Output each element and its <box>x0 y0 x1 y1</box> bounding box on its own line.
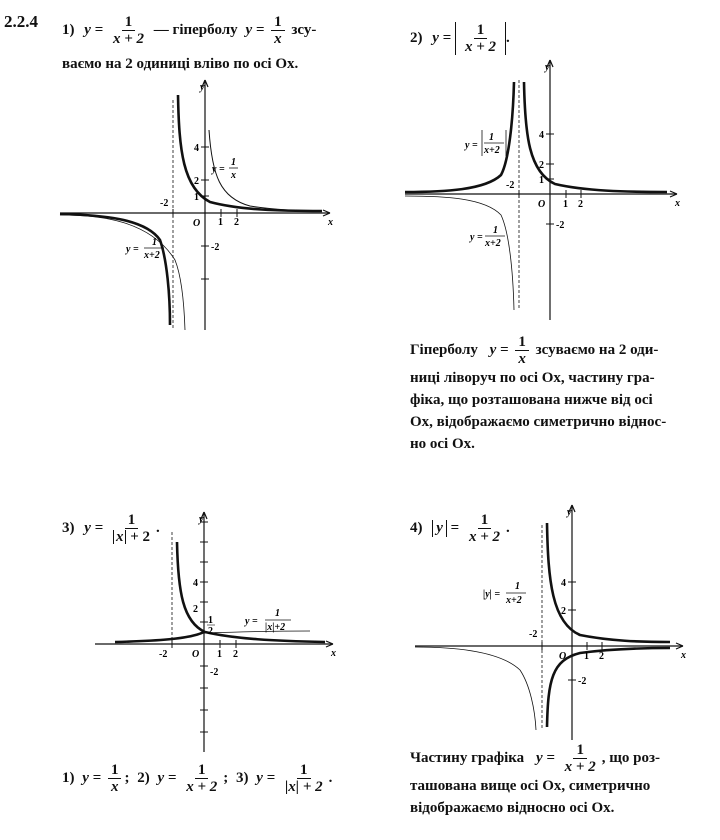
answer-b-lhs: y = <box>157 769 177 786</box>
svg-text:1: 1 <box>208 615 213 626</box>
svg-text:1: 1 <box>489 132 494 143</box>
part4-x-label: x <box>681 650 686 661</box>
part3-curve-x-negative <box>115 632 204 642</box>
answer-b-number: 2) <box>137 769 150 786</box>
part3-tick-x1: 1 <box>217 649 222 660</box>
part4-tick-x1: 1 <box>584 651 589 662</box>
part2-exp-eq-lhs: y = <box>489 341 509 358</box>
svg-text:y =: y = <box>470 232 483 243</box>
part2-graph <box>405 60 690 320</box>
part2-eq-num: 1 <box>474 22 488 39</box>
part4-left-curve <box>415 647 536 730</box>
part1-tick-x1: 1 <box>218 217 223 228</box>
svg-text:|y| =: |y| = <box>483 589 501 600</box>
svg-text:y =: y = <box>245 616 258 627</box>
part4-explanation <box>410 742 710 819</box>
part1-eq-lhs: y = <box>84 21 104 38</box>
part2-exp-rest: зсуваємо на 2 оди- <box>535 341 659 358</box>
part3-curve-x-positive <box>177 542 325 642</box>
part1-y-label: y <box>200 82 205 93</box>
part4-exp-line3: відображаємо відносно осі Ox. <box>410 800 615 816</box>
part1-tick-y4: 4 <box>194 143 199 154</box>
part1-eq-den: x + 2 <box>112 31 145 47</box>
svg-text:x+2: x+2 <box>144 250 160 261</box>
part4-tick-x2: 2 <box>599 651 604 662</box>
part4-eq-abs-y: y <box>432 520 447 537</box>
answer-c-number: 3) <box>236 769 249 786</box>
part2-negative-curve <box>405 196 514 310</box>
part3-tick-yn2: -2 <box>210 667 219 678</box>
part2-tick-x2: 2 <box>578 199 583 210</box>
part1-line2: ваємо на 2 одиниці вліво по осі Ox. <box>62 56 299 72</box>
part2-tick-y2: 2 <box>539 160 544 171</box>
answer-c-lhs: y = <box>256 769 276 786</box>
part2-exp-word: Гіперболу <box>410 341 478 358</box>
part2-exp-line5: но осі Ox. <box>410 436 475 452</box>
part1-origin-label: O <box>193 218 201 229</box>
part1-graph <box>60 80 345 330</box>
part3-label-leader <box>204 631 310 633</box>
part4-exp-eq-lhs: y = <box>535 749 555 766</box>
part4-exp-eq-fraction: $\frac{1}{x + 2}$ <box>564 742 596 775</box>
part3-y-label: y <box>199 514 204 525</box>
svg-text:|x|+2: |x|+2 <box>265 622 286 633</box>
part2-exp-line2: ниці ліворуч по осі Ox, частину гра- <box>410 370 655 386</box>
part4-number: 4) <box>410 519 423 536</box>
part2-abs-curve-left <box>405 82 514 192</box>
svg-text:x+2: x+2 <box>485 238 501 249</box>
part2-eq-lhs: y = <box>432 29 452 46</box>
part2-header: 2) y = $\frac{1}{x + 2}$ . <box>410 22 510 55</box>
part2-label-negative <box>469 225 505 249</box>
svg-text:x+2: x+2 <box>506 595 522 606</box>
problem-number: 2.2.4 <box>4 12 38 31</box>
part1-eq2-num: 1 <box>271 14 285 31</box>
part1-tick-y1: 1 <box>194 192 199 203</box>
svg-text:1: 1 <box>275 608 280 619</box>
part1-tick-x2: 2 <box>234 217 239 228</box>
part1-desc-end: зсу- <box>291 21 317 38</box>
part3-x-label: x <box>331 648 336 659</box>
part2-exp-line4: Ox, відображаємо симетрично віднос- <box>410 414 667 430</box>
part3-tick-y2: 2 <box>193 604 198 615</box>
part1-shifted-curve-left <box>60 214 170 325</box>
part1-shifted-curve-right <box>178 95 322 211</box>
part2-tick-y1: 1 <box>539 175 544 186</box>
part1-x-label: x <box>328 217 333 228</box>
part1-eq-fraction <box>110 14 147 47</box>
part3-header: 3) y = $\frac{1}{x + 2}$ . <box>62 512 160 545</box>
part1-header <box>62 14 316 47</box>
part1-base-curve-right <box>209 130 322 211</box>
part1-eq2-fraction <box>271 14 285 47</box>
part4-eq-equals: = <box>450 519 460 536</box>
part2-label-abs <box>464 130 506 156</box>
part2-abs-curve-right <box>524 82 667 192</box>
part3-eq-num: 1 <box>125 512 139 529</box>
part3-tick-y4: 4 <box>193 578 198 589</box>
part3-eq-lhs: y = <box>84 519 104 536</box>
part2-tick-x1: 1 <box>563 199 568 210</box>
part4-exp-start: Частину графіка <box>410 749 525 766</box>
part2-exp-line3: фіка, що розташована нижче від осі <box>410 392 653 408</box>
part2-tick-xn2: -2 <box>506 180 515 191</box>
part1-tick-yn2: -2 <box>211 242 220 253</box>
part1-tick-y2: 2 <box>194 176 199 187</box>
part4-curve-label <box>483 581 526 606</box>
svg-text:1: 1 <box>515 581 520 592</box>
part2-eq-abs <box>455 22 506 55</box>
part1-eq-num: 1 <box>122 14 136 31</box>
part4-eq-den: x + 2 <box>468 529 501 545</box>
part2-exp-eq-fraction: $\frac{1}{x}$ <box>515 334 529 367</box>
part1-label-base <box>211 157 238 181</box>
part4-origin-label: O <box>559 651 567 662</box>
part4-exp-cont: , що роз- <box>601 749 660 766</box>
answer-line: 1) y = $\frac{1}{x}$ ; 2) y = $\frac{1}{x + 2}$ ; 3) y = $\frac{1}{|x| + 2}$ . <box>62 762 333 795</box>
part3-eq-den-rest: + 2 <box>130 529 151 545</box>
part2-eq-den: x + 2 <box>464 39 497 55</box>
answer-a-fraction: $\frac{1}{x}$ <box>108 762 122 795</box>
part2-x-label: x <box>675 198 680 209</box>
part1-eq2-den: x <box>274 31 282 47</box>
part2-tick-yn2: -2 <box>556 220 565 231</box>
part2-tick-y4: 4 <box>539 130 544 141</box>
part2-explanation <box>410 334 710 455</box>
svg-text:1: 1 <box>231 157 236 168</box>
part2-number: 2) <box>410 29 423 46</box>
part3-origin-label: O <box>192 649 200 660</box>
part1-tick-xn2: -2 <box>160 198 169 209</box>
part3-graph <box>95 512 345 752</box>
part4-y-label: y <box>567 507 572 518</box>
svg-text:x: x <box>231 170 236 181</box>
part1-eq2-lhs: y = <box>245 21 265 38</box>
part4-exp-line2: ташована вище осі Ox, симетрично <box>410 778 651 794</box>
part3-tick-xn2: -2 <box>159 649 168 660</box>
answer-a-lhs: y = <box>82 769 102 786</box>
svg-text:y =: y = <box>465 140 478 151</box>
svg-text:x+2: x+2 <box>484 145 500 156</box>
part4-tick-yn2: -2 <box>578 676 587 687</box>
svg-text:y =: y = <box>212 164 225 175</box>
part3-curve-label <box>244 608 291 633</box>
svg-text:y =: y = <box>126 244 139 255</box>
svg-text:2: 2 <box>208 626 213 637</box>
part4-header: 4) y = $\frac{1}{x + 2}$ . <box>410 512 510 545</box>
part2-origin-label: O <box>538 199 546 210</box>
part3-eq-den-abs: x <box>113 530 127 544</box>
part4-eq-num: 1 <box>478 512 492 529</box>
part4-graph <box>415 505 695 740</box>
part3-number: 3) <box>62 519 75 536</box>
answer-c-fraction: $\frac{1}{|x| + 2}$ <box>284 762 323 795</box>
part1-number: 1) <box>62 21 75 38</box>
part3-tick-x2: 2 <box>233 649 238 660</box>
part4-tick-xn2: -2 <box>529 629 538 640</box>
part2-y-label: y <box>545 62 550 73</box>
part4-tick-y4: 4 <box>561 578 566 589</box>
part1-desc-mid: — гіперболу <box>153 21 238 38</box>
svg-text:1: 1 <box>493 225 498 236</box>
part4-tick-y2: 2 <box>561 606 566 617</box>
svg-text:1: 1 <box>152 237 157 248</box>
answer-a-number: 1) <box>62 769 75 786</box>
answer-b-fraction: $\frac{1}{x + 2}$ <box>186 762 218 795</box>
